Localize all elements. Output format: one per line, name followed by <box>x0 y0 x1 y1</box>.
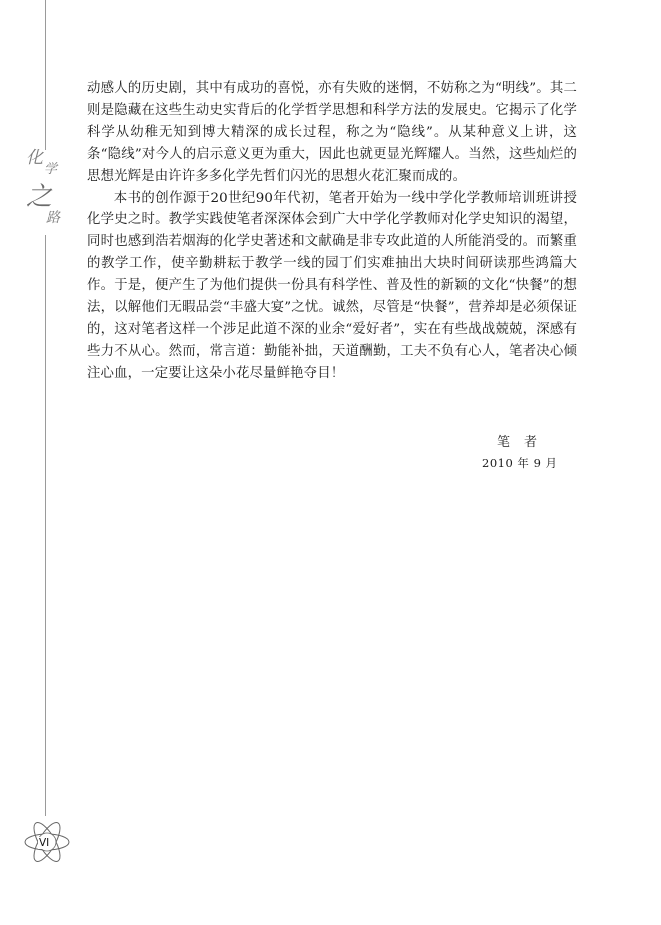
body-text <box>87 78 577 385</box>
side-title-char: 化 <box>26 148 43 168</box>
signature-date: 2010 年 9 月 <box>482 456 558 470</box>
side-title-char: 路 <box>46 210 60 226</box>
side-title <box>24 150 64 235</box>
paragraph: 动感人的历史剧，其中有成功的喜悦，亦有失败的迷惘，不妨称之为“明线”。其二则是隐藏在这些生动史实背后的化学哲学思想和科学方法的发展史。它揭示了化学科学从幼稚无知到博大精深的成长过程，称之为“隐线”。从某种意义上讲，这条“隐线”对今人的启示意义更为重大，因此也就更显光辉耀人。当然，这些灿烂的思想光辉是由许许多多化学先哲们闪光的思想火花汇聚而成的。 <box>87 81 577 184</box>
side-title-char: 之 <box>26 182 53 212</box>
author-signature: 笔者 <box>497 435 552 450</box>
paragraph: 本书的创作源于20世纪90年代初，笔者开始为一线中学化学教师培训班讲授化学史之时。教学实践使笔者深深体会到广大中学化学教师对化学史知识的渴望，同时也感到浩若烟海的化学史著述和文献确是非专攻此道的人所能消受的。而繁重的教学工作，使辛勤耕耘于教学一线的园丁们实难抽出大块时间研读那些鸿篇大作。于是，便产生了为他们提供一份具有科学性、普及性的新颖的文化“快餐”的想法，以解他们无暇品尝“丰盛大宴”之忧。诚然，尽管是“快餐”，营养却是必须保证的，这对笔者这样一个涉足此道不深的业余“爱好者”，实在有些战战兢兢，深感有些力不从心。然而，常言道：勤能补拙，天道酬勤，工夫不负有心人，笔者决心倾注心血，一定要让这朵小花尽量鲜艳夺目！ <box>87 190 577 381</box>
margin-rule <box>45 0 46 838</box>
page-number: VI <box>39 837 50 849</box>
side-title-char: 学 <box>44 162 58 177</box>
